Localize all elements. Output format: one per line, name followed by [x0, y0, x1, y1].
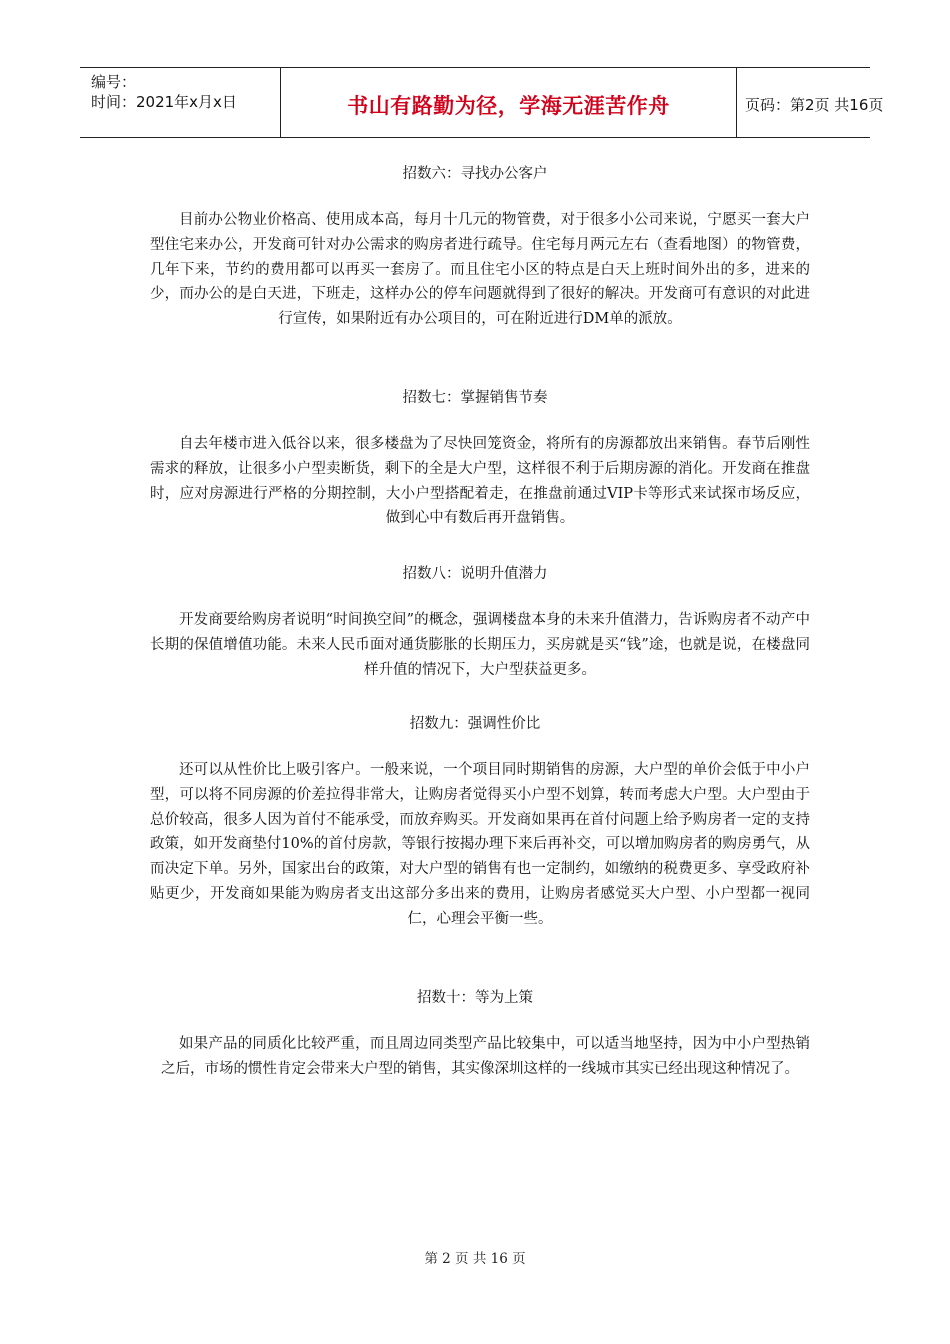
header-motto: 书山有路勤为径，学海无涯苦作舟 — [347, 94, 670, 118]
section-heading: 招数六：寻找办公客户 — [402, 166, 548, 182]
section-heading: 招数七：掌握销售节奏 — [402, 390, 548, 406]
page-footer: 第 2 页 共 16 页 — [424, 1251, 526, 1267]
section-paragraph: 目前办公物业价格高、使用成本高，每月十几元的物管费，对于很多小公司来说，宁愿买一套大户型住宅来办公，开发商可针对办公需求的购房者进行疏导。住宅每月两元左右（查看地图）的物管费，几年下来，节约的费用都可以再买一套房了。而且住宅小区的特点是白天上班时间外出的多，进来的少，而办公的是白天进，下班走，这样办公的停车问题就得到了很好的解决。开发商可有意识的对此进行宣传，如果附近有办公项目的，可在附近进行DM单的派放。 — [150, 212, 810, 328]
header-right-cell — [735, 68, 884, 137]
section-heading: 招数八：说明升值潜力 — [402, 566, 548, 582]
document-number-label: 编号： — [91, 73, 137, 91]
section-paragraph: 自去年楼市进入低谷以来，很多楼盘为了尽快回笼资金，将所有的房源都放出来销售。春节后刚性需求的释放，让很多小户型卖断货，剩下的全是大户型，这样很不利于后期房源的消化。开发商在推盘时，应对房源进行严格的分期控制，大小户型搭配着走，在推盘前通过VIP卡等形式来试探市场反应，做到心中有数后再开盘销售。 — [150, 436, 810, 527]
document-time-label: 时间：2021年x月x日 — [91, 93, 237, 111]
header-center-cell — [280, 68, 737, 137]
header-left-cell — [80, 68, 280, 137]
section-paragraph: 如果产品的同质化比较严重，而且周边同类型产品比较集中，可以适当地坚持，因为中小户型热销之后，市场的惯性肯定会带来大户型的销售，其实像深圳这样的一线城市其实已经出现这种情况了。 — [161, 1036, 810, 1077]
section-paragraph: 开发商要给购房者说明“时间换空间”的概念，强调楼盘本身的未来升值潜力，告诉购房者不动产中长期的保值增值功能。未来人民币面对通货膨胀的长期压力，买房就是买“钱”途，也就是说，在楼盘同样升值的情况下，大户型获益更多。 — [150, 612, 810, 678]
page-header — [80, 67, 884, 138]
section-paragraph: 还可以从性价比上吸引客户。一般来说，一个项目同时期销售的房源，大户型的单价会低于中小户型，可以将不同房源的价差拉得非常大，让购房者觉得买小户型不划算，转而考虑大户型。大户型由于总价较高，很多人因为首付不能承受，而放弃购买。开发商如果再在首付问题上给予购房者一定的支持政策，如开发商垫付10%的首付房款，等银行按揭办理下来后再补交，可以增加购房者的购房勇气，从而决定下单。另外，国家出台的政策，对大户型的销售有也一定制约，如缴纳的税费更多、享受政府补贴更少，开发商如果能为购房者支出这部分多出来的费用，让购房者感觉买大户型、小户型都一视同仁，心理会平衡一些。 — [150, 762, 810, 927]
section-heading: 招数十：等为上策 — [417, 990, 533, 1006]
header-page-label: 页码：第2页 共16页 — [745, 96, 884, 114]
section-heading: 招数九：强调性价比 — [409, 716, 541, 732]
